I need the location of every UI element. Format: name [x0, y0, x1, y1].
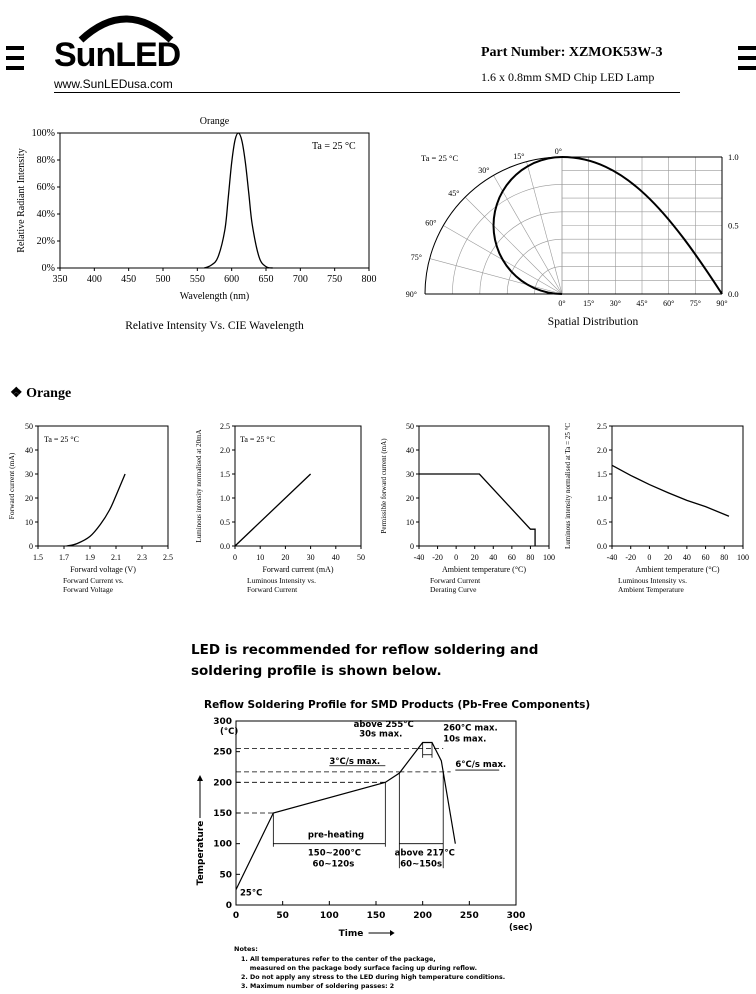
y-tick-label: 1.5	[597, 470, 607, 479]
x-tick-label: 50	[276, 911, 289, 921]
note-line: 1. All temperatures refer to the center of the package,	[241, 956, 436, 963]
x-tick-label: 700	[292, 274, 308, 285]
y-tick-label: 40	[25, 446, 33, 455]
y-tick-label: 2.0	[220, 446, 230, 455]
x-tick-label: -40	[413, 553, 425, 562]
logo: SunLED	[54, 36, 181, 74]
x-tick-label: 30°	[609, 299, 621, 308]
series-line	[67, 474, 126, 546]
x-axis-arrowhead	[390, 930, 395, 936]
x-tick-label: 1.9	[85, 553, 95, 562]
chart-caption-line-2: Derating Curve	[430, 585, 477, 594]
note-line: 3. Maximum number of soldering passes: 2	[241, 983, 395, 990]
x-tick-label: 60	[701, 553, 710, 562]
x-axis-label: Time	[338, 929, 364, 939]
y-tick-label: 0.5	[597, 518, 607, 527]
y-tick-label: 100%	[31, 128, 55, 139]
spectrum-chart	[10, 108, 380, 338]
x-tick-label: 0	[233, 553, 237, 562]
peak-temp-label: 260°C max.	[443, 723, 498, 734]
polar-spoke	[465, 197, 562, 294]
y-tick-label: 1.0	[728, 152, 739, 162]
y-axis-label: Permissible forward current (mA)	[380, 438, 388, 534]
chart-caption-line-1: Luminous Intensity vs.	[247, 576, 316, 585]
x-tick-label: 90°	[716, 299, 728, 308]
menu-bar-right-3	[738, 66, 756, 70]
menu-bar-left-2	[6, 56, 24, 60]
x-tick-label: 2.1	[111, 553, 121, 562]
y-tick-label: 1.0	[597, 494, 607, 503]
x-axis-label: Forward current (mA)	[262, 565, 334, 574]
y-tick-label: 300	[213, 717, 232, 727]
note-line: measured on the package body surface facing up during reflow.	[241, 965, 478, 972]
y-tick-label: 0.0	[728, 289, 739, 299]
x-tick-label: 200	[413, 911, 433, 921]
y-axis-label: Luminous intensity normalised at 20mA	[195, 429, 203, 543]
x-tick-label: 1.7	[59, 553, 69, 562]
reflow-recommendation	[191, 640, 538, 682]
x-tick-label: 50	[357, 553, 365, 562]
x-tick-label: 250	[459, 911, 479, 921]
cool-rate-label: 6°C/s max.	[455, 760, 507, 770]
reflow-chart	[186, 693, 591, 994]
y-tick-label: 250	[213, 747, 232, 758]
y-axis-label: Temperature	[196, 820, 206, 886]
x-tick-label: 20	[281, 553, 290, 562]
polar-spoke	[494, 175, 563, 294]
x-tick-label: -40	[606, 553, 618, 562]
note-line: 2. Do not apply any stress to the LED during high temperature conditions.	[241, 974, 506, 981]
iv-chart	[4, 418, 189, 603]
y-tick-label: 1.5	[220, 470, 230, 479]
y-tick-label: 0	[410, 542, 414, 551]
series-line	[235, 474, 311, 546]
y-axis-arrowhead	[197, 775, 203, 781]
x-tick-label: 45°	[636, 299, 648, 308]
y-unit: (°C)	[220, 727, 239, 737]
x-tick-label: 450	[121, 274, 137, 285]
x-tick-label: 100	[543, 553, 555, 562]
y-tick-label: 50	[219, 870, 232, 881]
y-axis-label: Forward current (mA)	[7, 452, 16, 520]
preheat-label: pre-heating	[307, 830, 365, 841]
x-tick-label: 550	[189, 274, 205, 285]
y-tick-label: 100	[213, 839, 232, 850]
polar-angle-label: 45°	[448, 188, 460, 198]
chart-caption-line-1: Luminous Intensity vs.	[618, 576, 687, 585]
x-tick-label: 0	[647, 553, 652, 562]
x-tick-label: 750	[327, 274, 343, 285]
x-tick-label: 150	[366, 911, 386, 921]
chart-title: Reflow Soldering Profile for SMD Products (Pb-Free Components)	[204, 699, 591, 711]
y-tick-label: 10	[406, 518, 414, 527]
y-tick-label: 2.0	[597, 446, 607, 455]
x-tick-label: 40	[489, 553, 498, 562]
temperature-annotation: Ta = 25 °C	[312, 141, 356, 152]
y-tick-label: 20%	[36, 236, 55, 247]
reflow-line-1: LED is recommended for reflow soldering and	[191, 642, 539, 658]
li-chart	[192, 418, 377, 603]
chart-title: Orange	[199, 116, 230, 127]
chart-caption-line-2: Forward Voltage	[63, 585, 113, 594]
menu-bar-left-3	[6, 66, 24, 70]
y-tick-label: 0.5	[220, 518, 230, 527]
temperature-annotation: Ta = 25 °C	[421, 153, 459, 163]
ramp-rate-label: 3°C/s max.	[329, 756, 381, 767]
y-tick-label: 0.0	[220, 542, 230, 551]
diamond-bullet-icon: ❖	[10, 386, 23, 401]
plot-frame	[612, 426, 743, 546]
menu-bar-right-2	[738, 56, 756, 60]
x-tick-label: 650	[258, 274, 274, 285]
y-tick-label: 0%	[41, 263, 55, 274]
y-axis-label: Luminous intensity normalised at Ta = 25 °C	[564, 422, 572, 550]
y-tick-label: 0.0	[597, 542, 607, 551]
x-tick-label: 20	[664, 553, 673, 562]
product-subtitle: 1.6 x 0.8mm SMD Chip LED Lamp	[481, 70, 655, 84]
y-tick-label: 60%	[36, 182, 55, 193]
x-tick-label: 10	[256, 553, 265, 562]
y-tick-label: 40	[406, 446, 414, 455]
chart-caption: Relative Intensity Vs. CIE Wavelength	[125, 320, 304, 332]
x-tick-label: -20	[432, 553, 443, 562]
x-tick-label: 80	[720, 553, 729, 562]
above255-time-label: 30s max.	[359, 729, 403, 740]
polar-pattern	[494, 157, 563, 294]
polar-angle-label: 75°	[410, 252, 422, 262]
spatial-chart	[405, 140, 755, 335]
chart-caption-line-2: Forward Current	[247, 585, 298, 594]
start-temp-label: 25°C	[240, 888, 263, 899]
x-tick-label: 2.5	[163, 553, 173, 562]
section-heading	[10, 385, 71, 402]
x-tick-label: 40	[331, 553, 340, 562]
part-number: Part Number: XZMOK53W-3	[481, 45, 663, 60]
above255-label: above 255°C	[353, 720, 414, 731]
x-tick-label: 40	[682, 553, 691, 562]
temperature-annotation: Ta = 25 °C	[44, 435, 79, 444]
x-axis-label: Ambient temperature (°C)	[635, 565, 720, 574]
preheat-range-label: 150~200°C	[307, 848, 361, 859]
polar-angle-label: 15°	[513, 151, 525, 161]
series-line	[612, 465, 729, 516]
chart-caption-line-1: Forward Current vs.	[63, 576, 124, 585]
x-tick-label: 400	[86, 274, 102, 285]
x-tick-label: 0	[232, 911, 240, 921]
x-tick-label: 350	[52, 274, 68, 285]
y-tick-label: 2.5	[597, 422, 607, 431]
x-unit: (sec)	[509, 923, 533, 933]
x-axis-label: Forward voltage (V)	[70, 565, 136, 574]
x-axis-label: Ambient temperature (°C)	[441, 565, 527, 574]
x-tick-label: 0	[454, 553, 459, 562]
x-tick-label: 1.5	[33, 553, 43, 562]
polar-spoke	[430, 259, 562, 294]
chart-caption-line-1: Forward Current	[430, 576, 481, 585]
y-tick-label: 80%	[36, 155, 55, 166]
y-tick-label: 20	[406, 494, 414, 503]
x-axis-label: Wavelength (nm)	[179, 291, 250, 302]
plot-frame	[60, 133, 369, 268]
lt-chart	[562, 418, 754, 603]
preheat-time-label: 60~120s	[312, 859, 355, 870]
y-tick-label: 40%	[36, 209, 55, 220]
polar-angle-label: 90°	[405, 290, 417, 299]
x-tick-label: 800	[361, 274, 377, 285]
y-tick-label: 1.0	[220, 494, 230, 503]
x-tick-label: 75°	[689, 299, 701, 308]
x-tick-label: 30	[306, 553, 315, 562]
menu-bar-right-1	[738, 46, 756, 50]
x-tick-label: -20	[625, 553, 637, 562]
y-tick-label: 30	[406, 470, 414, 479]
chart-caption: Spatial Distribution	[547, 316, 639, 328]
derating-chart	[378, 418, 563, 603]
y-tick-label: 0	[29, 542, 33, 551]
y-tick-label: 0.5	[728, 220, 739, 231]
header-divider	[54, 92, 680, 93]
section-title: Orange	[26, 386, 72, 401]
y-tick-label: 30	[25, 470, 33, 479]
x-tick-label: 300	[506, 911, 526, 921]
x-tick-label: 60°	[663, 299, 675, 308]
x-tick-label: 0°	[558, 299, 566, 308]
reflow-line-2: soldering profile is shown below.	[191, 663, 442, 679]
x-tick-label: 60	[507, 553, 516, 562]
above217-time-label: 60~150s	[400, 859, 443, 870]
series-line	[204, 133, 273, 268]
series-line	[419, 474, 535, 546]
x-tick-label: 100	[319, 911, 339, 921]
peak-time-label: 10s max.	[443, 734, 487, 745]
menu-bar-left-1	[6, 46, 24, 50]
notes-title: Notes:	[234, 945, 258, 953]
polar-angle-label: 0°	[554, 147, 562, 156]
polar-angle-label: 30°	[478, 166, 490, 176]
polar-angle-label: 60°	[425, 218, 437, 228]
polar-spoke	[527, 162, 562, 294]
y-tick-label: 0	[225, 901, 232, 911]
x-tick-label: 600	[224, 274, 240, 285]
y-tick-label: 150	[213, 809, 232, 819]
y-tick-label: 2.5	[220, 422, 230, 431]
y-tick-label: 20	[25, 494, 33, 503]
x-tick-label: 100	[737, 553, 749, 562]
x-tick-label: 2.3	[137, 553, 147, 562]
x-tick-label: 15°	[583, 299, 595, 308]
above217-label: above 217°C	[394, 848, 455, 859]
temperature-annotation: Ta = 25 °C	[240, 435, 275, 444]
y-tick-label: 200	[213, 778, 232, 789]
y-axis-label: Relative Radiant Intensity	[16, 148, 27, 253]
x-tick-label: 80	[526, 553, 535, 562]
x-tick-label: 500	[155, 274, 171, 285]
y-tick-label: 10	[25, 518, 33, 527]
plot-frame	[38, 426, 168, 546]
x-tick-label: 20	[470, 553, 479, 562]
chart-caption-line-2: Ambient Temperature	[618, 585, 684, 594]
y-tick-label: 50	[25, 422, 33, 431]
y-tick-label: 50	[406, 422, 414, 431]
website-url[interactable]: www.SunLEDusa.com	[54, 77, 173, 91]
